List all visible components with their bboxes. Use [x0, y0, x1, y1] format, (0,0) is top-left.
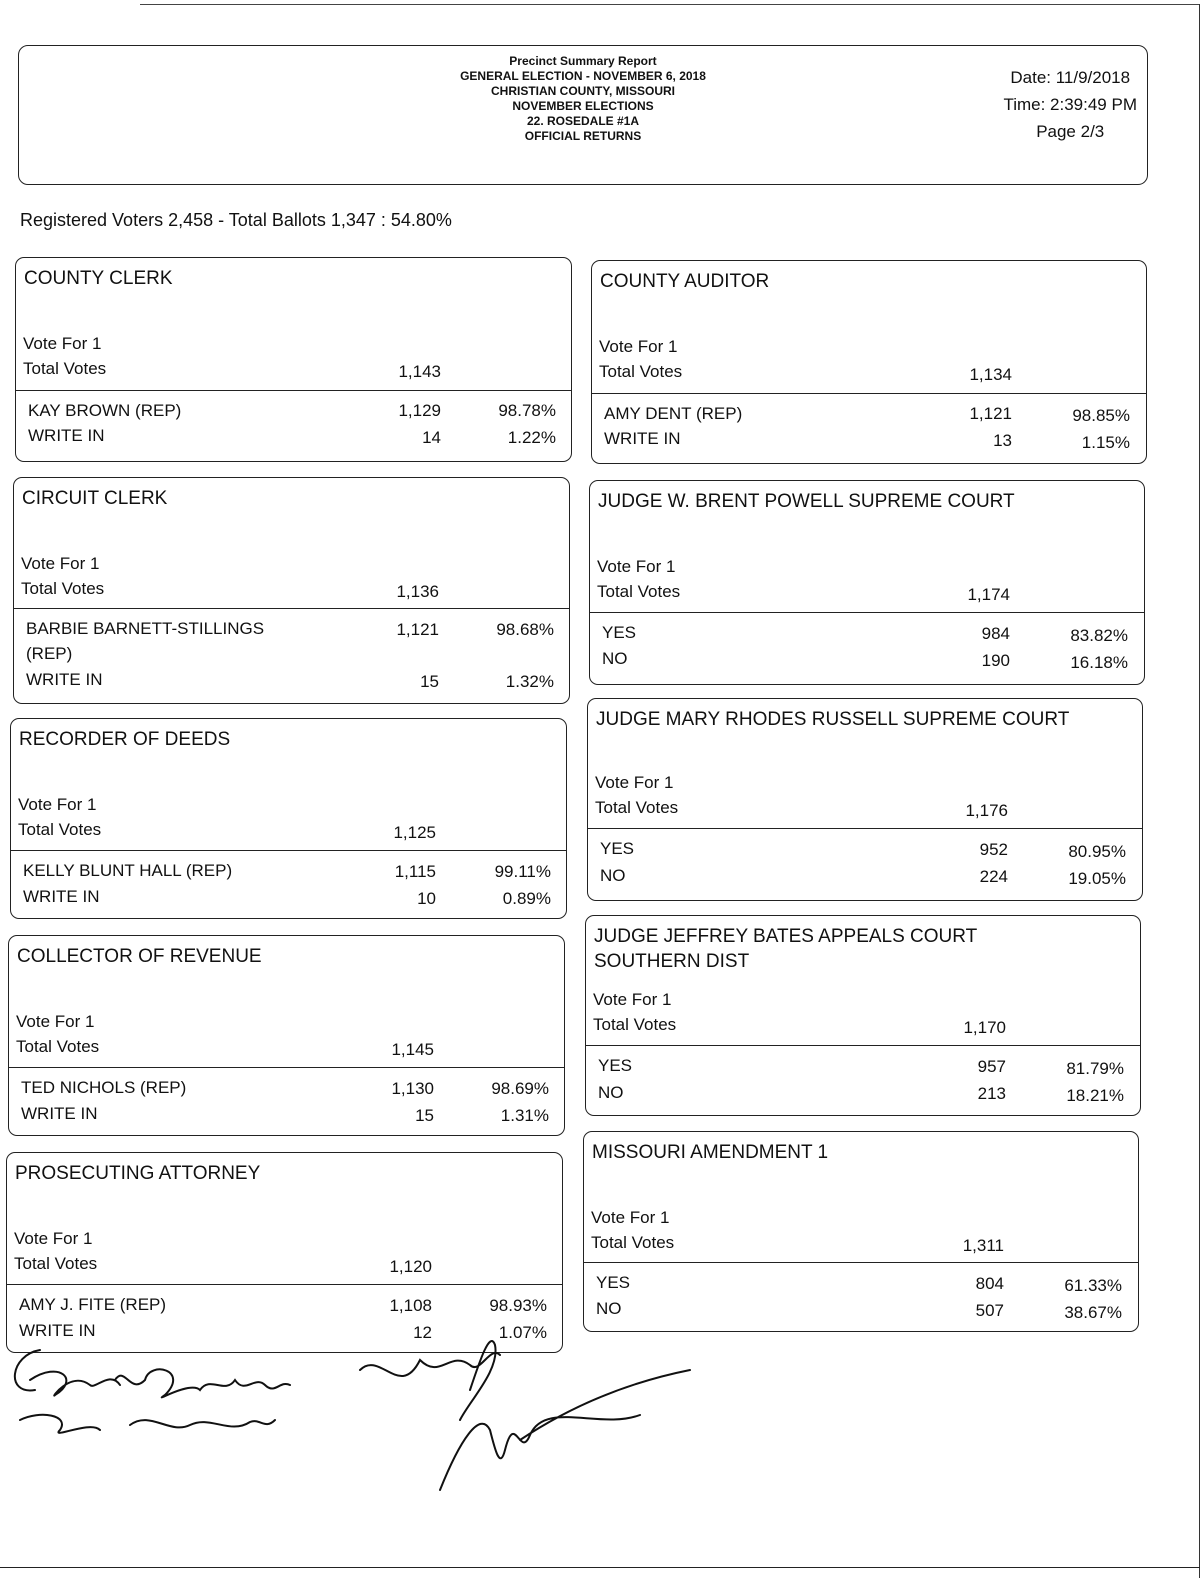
candidate-name: NO — [600, 866, 626, 885]
candidate-name: WRITE IN — [604, 429, 681, 448]
divider — [11, 850, 566, 851]
candidate-votes: 213 — [977, 1084, 1006, 1103]
vote-for: Vote For 1 — [14, 1229, 93, 1248]
candidate-percent: 16.18% — [1070, 653, 1128, 672]
candidate-percent: 99.11% — [494, 862, 551, 881]
divider — [584, 1262, 1138, 1263]
candidate-percent: 61.33% — [1064, 1276, 1122, 1295]
candidate-name: YES — [598, 1056, 633, 1075]
candidate-percent: 80.95% — [1068, 842, 1126, 861]
total-votes-value: 1,120 — [389, 1257, 432, 1276]
vote-for: Vote For 1 — [591, 1208, 670, 1227]
contest-box — [587, 698, 1143, 901]
candidate-percent: 83.82% — [1070, 626, 1128, 645]
candidate-percent: 19.05% — [1068, 869, 1126, 888]
divider — [9, 1067, 564, 1068]
candidate-name: NO — [598, 1083, 624, 1102]
contest-box — [589, 480, 1145, 685]
candidate-votes: 14 — [422, 428, 441, 447]
signature-stroke — [15, 1350, 290, 1397]
candidate-votes: 190 — [981, 651, 1010, 670]
signature-stroke — [440, 1370, 690, 1490]
total-votes-value: 1,143 — [398, 362, 441, 381]
contest-title: COLLECTOR OF REVENUE — [17, 946, 262, 967]
elections-label: NOVEMBER ELECTIONS — [512, 99, 654, 113]
total-votes-value: 1,134 — [969, 365, 1012, 384]
candidate-percent: 98.68% — [496, 620, 554, 639]
vote-for: Vote For 1 — [595, 773, 674, 792]
candidate-votes: 1,121 — [969, 404, 1012, 423]
total-votes-label: Total Votes — [18, 820, 102, 839]
scan-edge-bottom — [0, 1567, 1200, 1568]
contest-box — [10, 718, 567, 919]
candidate-name: KAY BROWN (REP) — [28, 401, 182, 420]
contest-title: COUNTY AUDITOR — [600, 271, 770, 292]
contest-box — [8, 935, 565, 1136]
candidate-percent: 98.85% — [1072, 406, 1130, 425]
signature-stroke — [20, 1415, 275, 1433]
candidate-votes: 224 — [979, 867, 1008, 886]
total-votes-label: Total Votes — [16, 1037, 100, 1056]
candidate-name: WRITE IN — [19, 1321, 96, 1340]
candidate-votes: 15 — [415, 1106, 434, 1125]
report-date: Date: 11/9/2018 — [1010, 68, 1131, 87]
candidate-votes: 507 — [975, 1301, 1004, 1320]
contest-box — [585, 915, 1141, 1116]
total-votes-value: 1,125 — [393, 823, 436, 842]
report-title: Precinct Summary Report — [509, 54, 657, 68]
contest-box — [591, 260, 1147, 464]
signature-stroke — [360, 1341, 500, 1420]
vote-for: Vote For 1 — [21, 554, 100, 573]
divider — [592, 393, 1146, 394]
total-votes-value: 1,136 — [396, 582, 439, 601]
candidate-percent: 81.79% — [1066, 1059, 1124, 1078]
candidate-percent: 1.15% — [1081, 433, 1130, 452]
handwritten-signatures — [0, 1340, 700, 1510]
vote-for: Vote For 1 — [599, 337, 678, 356]
total-votes-value: 1,145 — [391, 1040, 434, 1059]
candidate-name: WRITE IN — [26, 670, 103, 689]
contest-title: CIRCUIT CLERK — [22, 488, 168, 509]
candidate-name: NO — [596, 1299, 622, 1318]
vote-for: Vote For 1 — [593, 990, 672, 1009]
contest-box — [583, 1131, 1139, 1332]
divider — [7, 1284, 562, 1285]
total-votes-label: Total Votes — [597, 582, 681, 601]
total-votes-value: 1,311 — [962, 1236, 1004, 1255]
vote-for: Vote For 1 — [18, 795, 97, 814]
divider — [14, 608, 569, 609]
candidate-name: NO — [602, 649, 628, 668]
total-votes-label: Total Votes — [21, 579, 105, 598]
candidate-name: TED NICHOLS (REP) — [21, 1078, 187, 1097]
scan-edge-top — [140, 4, 1200, 5]
election-name: GENERAL ELECTION - NOVEMBER 6, 2018 — [460, 69, 706, 83]
candidate-name: YES — [600, 839, 635, 858]
candidate-votes: 10 — [417, 889, 436, 908]
total-votes-label: Total Votes — [591, 1233, 675, 1252]
contest-title: PROSECUTING ATTORNEY — [15, 1163, 261, 1184]
candidate-percent: 0.89% — [502, 889, 551, 908]
contest-box — [6, 1152, 563, 1353]
candidate-votes: 1,130 — [391, 1079, 434, 1098]
candidate-percent: 1.22% — [507, 428, 556, 447]
total-votes-label: Total Votes — [595, 798, 679, 817]
candidate-name: WRITE IN — [21, 1104, 98, 1123]
total-votes-label: Total Votes — [599, 362, 683, 381]
report-header — [18, 45, 1148, 185]
candidate-name: KELLY BLUNT HALL (REP) — [23, 861, 233, 880]
header-meta — [1003, 64, 1137, 145]
report-time: Time: 2:39:49 PM — [1003, 95, 1137, 114]
total-votes-label: Total Votes — [593, 1015, 677, 1034]
candidate-votes: 984 — [981, 624, 1010, 643]
candidate-name: BARBIE BARNETT-STILLINGS — [26, 619, 265, 638]
candidate-votes: 804 — [975, 1274, 1004, 1293]
candidate-votes: 1,115 — [394, 862, 436, 881]
precinct-name: 22. ROSEDALE #1A — [526, 114, 640, 128]
registered-voters-summary: Registered Voters 2,458 - Total Ballots 1,347 : 54.80% — [20, 210, 452, 230]
contest-title: MISSOURI AMENDMENT 1 — [592, 1142, 829, 1163]
vote-for: Vote For 1 — [23, 334, 102, 353]
candidate-name: WRITE IN — [28, 426, 105, 445]
total-votes-label: Total Votes — [23, 359, 107, 378]
candidate-percent: 1.31% — [500, 1106, 549, 1125]
candidate-name: WRITE IN — [23, 887, 100, 906]
page-number: Page 2/3 — [1036, 122, 1105, 141]
candidate-percent: 18.21% — [1066, 1086, 1124, 1105]
candidate-name: YES — [602, 623, 637, 642]
total-votes-value: 1,174 — [967, 585, 1010, 604]
total-votes-value: 1,170 — [963, 1018, 1006, 1037]
candidate-name-party: (REP) — [26, 644, 73, 663]
candidate-votes: 1,108 — [389, 1296, 432, 1315]
candidate-votes: 957 — [977, 1057, 1006, 1076]
candidate-percent: 98.93% — [489, 1296, 547, 1315]
divider — [590, 612, 1144, 613]
candidate-name: YES — [596, 1273, 631, 1292]
header-titles — [19, 54, 1147, 144]
contest-title: COUNTY CLERK — [24, 268, 173, 289]
vote-for: Vote For 1 — [597, 557, 676, 576]
candidate-name: AMY DENT (REP) — [604, 404, 743, 423]
candidate-percent: 98.69% — [491, 1079, 549, 1098]
vote-for: Vote For 1 — [16, 1012, 95, 1031]
contest-title: RECORDER OF DEEDS — [19, 729, 231, 750]
contest-box — [15, 257, 572, 462]
divider — [586, 1045, 1140, 1046]
official-returns: OFFICIAL RETURNS — [524, 129, 642, 143]
candidate-votes: 15 — [420, 672, 439, 691]
contest-title: JUDGE W. BRENT POWELL SUPREME COURT — [598, 491, 1015, 512]
contest-title: JUDGE MARY RHODES RUSSELL SUPREME COURT — [596, 709, 1070, 730]
candidate-votes: 952 — [979, 840, 1008, 859]
candidate-votes: 12 — [413, 1323, 432, 1342]
contest-box — [13, 477, 570, 704]
total-votes-label: Total Votes — [14, 1254, 98, 1273]
candidate-percent: 98.78% — [498, 401, 556, 420]
candidate-votes: 1,121 — [396, 620, 439, 639]
contest-title-line2: SOUTHERN DIST — [594, 951, 750, 972]
total-votes-value: 1,176 — [965, 801, 1008, 820]
divider — [16, 390, 571, 391]
contest-title: JUDGE JEFFREY BATES APPEALS COURT — [594, 926, 978, 947]
candidate-votes: 13 — [993, 431, 1012, 450]
candidate-percent: 1.07% — [498, 1323, 547, 1342]
candidate-percent: 38.67% — [1064, 1303, 1122, 1322]
divider — [588, 828, 1142, 829]
candidate-percent: 1.32% — [505, 672, 554, 691]
candidate-name: AMY J. FITE (REP) — [19, 1295, 167, 1314]
county-name: CHRISTIAN COUNTY, MISSOURI — [490, 84, 675, 98]
candidate-votes: 1,129 — [398, 401, 441, 420]
